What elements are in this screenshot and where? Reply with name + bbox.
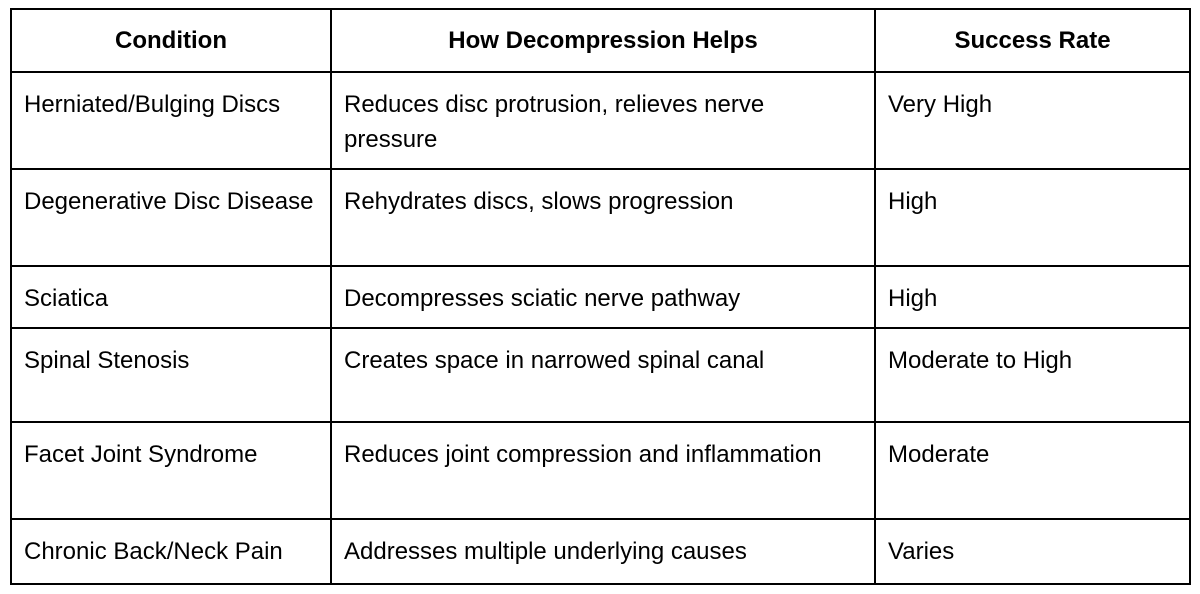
- conditions-table: [10, 8, 1191, 585]
- table-row: [11, 422, 1190, 519]
- success-rate-cell: Varies: [875, 519, 1190, 584]
- how-cell: Reduces disc protrusion, relieves nerve pressure: [331, 72, 875, 169]
- how-cell: Rehydrates discs, slows progression: [331, 169, 875, 266]
- success-rate-cell: Moderate: [875, 422, 1190, 519]
- success-rate-cell: High: [875, 266, 1190, 328]
- table-row: [11, 72, 1190, 169]
- table-row: [11, 328, 1190, 422]
- condition-cell: Degenerative Disc Disease: [11, 169, 331, 266]
- table-body: [11, 72, 1190, 584]
- how-cell: Decompresses sciatic nerve pathway: [331, 266, 875, 328]
- header-success-rate: Success Rate: [875, 9, 1190, 72]
- condition-cell: Spinal Stenosis: [11, 328, 331, 422]
- table-row: [11, 519, 1190, 584]
- table-row: [11, 266, 1190, 328]
- header-condition: Condition: [11, 9, 331, 72]
- header-row: [11, 9, 1190, 72]
- success-rate-cell: Very High: [875, 72, 1190, 169]
- table-header: [11, 9, 1190, 72]
- condition-cell: Herniated/Bulging Discs: [11, 72, 331, 169]
- table-row: [11, 169, 1190, 266]
- condition-cell: Sciatica: [11, 266, 331, 328]
- condition-cell: Chronic Back/Neck Pain: [11, 519, 331, 584]
- condition-cell: Facet Joint Syndrome: [11, 422, 331, 519]
- header-how-decompression-helps: How Decompression Helps: [331, 9, 875, 72]
- success-rate-cell: High: [875, 169, 1190, 266]
- how-cell: Creates space in narrowed spinal canal: [331, 328, 875, 422]
- success-rate-cell: Moderate to High: [875, 328, 1190, 422]
- how-cell: Reduces joint compression and inflammation: [331, 422, 875, 519]
- how-cell: Addresses multiple underlying causes: [331, 519, 875, 584]
